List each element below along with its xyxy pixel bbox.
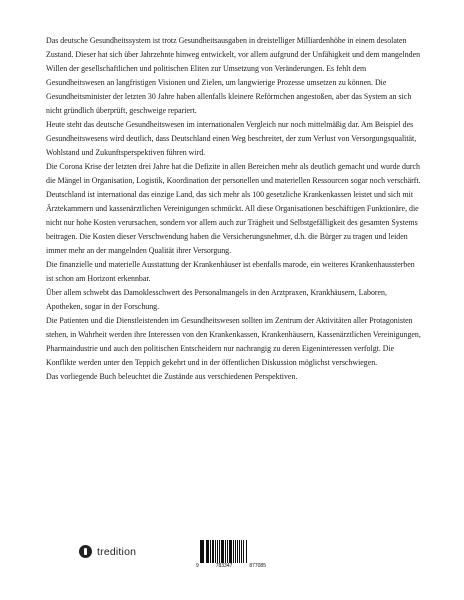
paragraph-1: Das deutsche Gesundheitssystem ist trotz Gesundheitsausgaben in dreistelliger Milliardenhöhe in einem desolaten Zustand. Dieser hat sich über Jahrzehnte hinweg entwickelt, vor allem aufgrund der Unfähigkeit und dem mangelnden Willen der gesellschaftlichen und politischen Eliten zur Umsetzung von Veränderungen. Es fehlt dem Gesundheitswesen an langfristigen Visionen und Zielen, um langwierige Prozesse umsetzen zu können. Die Gesundheitsminister der letzten 30 Jahre haben allenfalls kleinere Reförmchen angestoßen, aber das System an sich nicht gründlich überprüft, geschweige repariert. [46, 36, 421, 115]
paragraph-5: Die finanzielle und materielle Ausstattung der Krankenhäuser ist ebenfalls marode, ein weiteres Krankenhaussterben ist schon am Horizont erkennbar. [46, 260, 415, 283]
tredition-logo-icon [79, 545, 92, 558]
publisher-mark [79, 545, 136, 558]
barcode-digits [196, 563, 266, 569]
barcode-bar [246, 540, 247, 563]
barcode-digit-group-3: 877085 [249, 563, 266, 569]
paragraph-2: Heute steht das deutsche Gesundheitswesen im internationalen Vergleich nur noch mittelmäßig dar. Am Beispiel des Gesundheitswesens wird deutlich, dass Deutschland einen Weg beschreitet, der zum Verlust von Versorgungsqualität, Wohlstand und Zukunftsperspektiven führen wird. [46, 120, 417, 157]
paragraph-3: Die Corona Krise der letzten drei Jahre hat die Defizite in allen Bereichen mehr als deutlich gemacht und wurde durch die Mängel in Organisation, Logistik, Koordination der personellen und materiellen Ressourcen sogar noch verschärft. [46, 162, 421, 185]
barcode-bars [200, 540, 262, 563]
isbn-barcode [196, 540, 266, 570]
paragraph-4: Deutschland ist international das einzige Land, das sich mehr als 100 gesetzliche Krankenkassen leistet und sich mit Ärztekammern und kassenärztlichen Vereinigungen schmückt. All diese Organisationen beschäftigen Funktionäre, die nicht nur hohe Kosten verursachen, sondern vor allem auch zur Trägheit und Selbstgefälligkeit des gesamten Systems beitragen. Die Kosten dieser Verschwendung haben die Versicherungsnehmer, d.h. die Bürger zu tragen und leiden immer mehr an der mangelnden Qualität ihrer Versorgung. [46, 190, 419, 255]
paragraph-7: Die Patienten und die Dienstleistenden im Gesundheitswesen sollten im Zentrum der Aktivitäten aller Protagonisten stehen, in Wahrheit werden ihre Interessen von den Krankenkassen, Krankenhäusern, Kassenärztlichen Vereinigungen, Pharmaindustrie und auch den politischen Entscheidern nur nachrangig zu deren Eigeninteressen verfolgt. Die Konflikte werden unter den Teppich gekehrt und in der öffentlichen Diskussion möglichst verschwiegen. [46, 316, 421, 367]
publisher-name: tredition [97, 545, 137, 558]
blurb-text [46, 34, 422, 384]
paragraph-8: Das vorliegende Buch beleuchtet die Zustände aus verschiedenen Perspektiven. [46, 372, 298, 381]
barcode-digit-group-2: 783347 [215, 563, 233, 569]
barcode-digit-group-1: 9 [196, 563, 199, 569]
paragraph-6: Über allem schwebt das Damoklesschwert des Personalmangels in den Arztpraxen, Krankhäusern, Laboren, Apotheken, sogar in der Forschung. [46, 288, 387, 311]
